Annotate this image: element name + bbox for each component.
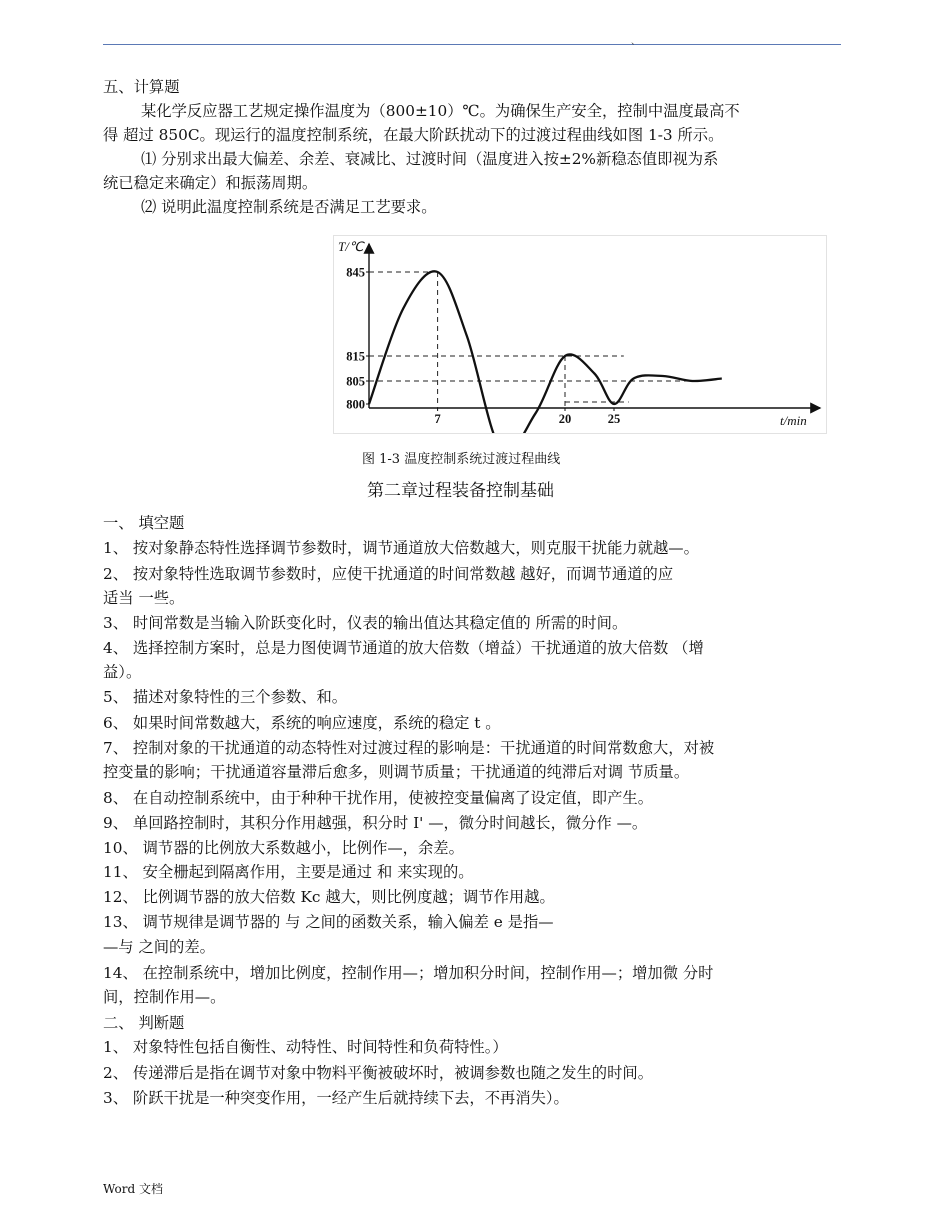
section1-line: 12、 比例调节器的放大倍数 Kc 越大，则比例度越；调节作用越。 xyxy=(103,888,555,906)
section2-line: 1、 对象特性包括自衡性、动特性、时间特性和负荷特性。） xyxy=(103,1038,508,1056)
section5-line: 某化学反应器工艺规定操作温度为（800±10）℃。为确保生产安全，控制中温度最高不 xyxy=(141,102,740,120)
section1-line: 2、 按对象特性选取调节参数时，应使干扰通道的时间常数越 越好，而调节通道的应 xyxy=(103,565,674,583)
x-tick-label: 7 xyxy=(434,412,441,426)
section1-line: 6、 如果时间常数越大，系统的响应速度，系统的稳定 t 。 xyxy=(103,714,501,732)
section1-line: 控变量的影响；干扰通道容量滞后愈多，则调节质量；干扰通道的纯滞后对调 节质量。 xyxy=(103,763,690,781)
transient-response-chart xyxy=(334,236,826,433)
section2-line: 3、 阶跃干扰是一种突变作用，一经产生后就持续下去，不再消失）。 xyxy=(103,1089,569,1107)
page-footer: Word 文档 xyxy=(103,1182,163,1196)
section2-heading: 二、 判断题 xyxy=(103,1014,185,1032)
x-tick-label: 20 xyxy=(558,412,572,426)
section1-line: 7、 控制对象的干扰通道的动态特性对过渡过程的影响是：干扰通道的时间常数愈大，对被 xyxy=(103,739,715,757)
x-tick-label: 25 xyxy=(607,412,621,426)
section1-line: 益）。 xyxy=(103,663,142,681)
y-axis-label: T/℃ xyxy=(338,239,364,254)
section1-line: 适当 一些。 xyxy=(103,589,185,607)
section1-line: 13、 调节规律是调节器的 与 之间的函数关系，输入偏差 e 是指— xyxy=(103,913,554,931)
y-tick-label: 815 xyxy=(346,349,365,364)
section1-line: 4、 选择控制方案时，总是力图使调节通道的放大倍数（增益）干扰通道的放大倍数 （增 xyxy=(103,639,704,657)
header-mark: 、 xyxy=(631,37,641,47)
section5-line: 统已稳定来确定）和振荡周期。 xyxy=(103,174,318,192)
x-axis-label: t/min xyxy=(780,413,807,428)
section1-line: 9、 单回路控制时，其积分作用越强，积分时 I' —，微分时间越长，微分作 —。 xyxy=(103,814,648,832)
section5-line: 得 超过 850C。现运行的温度控制系统，在最大阶跃扰动下的过渡过程曲线如图 1-3 所示。 xyxy=(103,126,724,144)
y-tick-label: 845 xyxy=(346,265,365,280)
transient-response-figure xyxy=(333,235,827,434)
section1-line: —与 之间的差。 xyxy=(103,938,215,956)
section1-heading: 一、 填空题 xyxy=(103,514,185,532)
section1-line: 8、 在自动控制系统中，由于种种干扰作用，使被控变量偏离了设定值，即产生。 xyxy=(103,789,653,807)
header-rule xyxy=(103,44,841,45)
section5-heading: 五、计算题 xyxy=(103,78,180,96)
section5-line: ⑵ 说明此温度控制系统是否满足工艺要求。 xyxy=(141,198,437,216)
section1-line: 14、 在控制系统中，增加比例度，控制作用—；增加积分时间，控制作用—；增加微 分时 xyxy=(103,964,714,982)
y-tick-label: 800 xyxy=(346,397,365,412)
response-curve xyxy=(369,271,722,433)
chapter-title: 第二章过程装备控制基础 xyxy=(367,481,554,501)
section1-line: 5、 描述对象特性的三个参数、和。 xyxy=(103,688,348,706)
figure-caption: 图 1-3 温度控制系统过渡过程曲线 xyxy=(362,452,561,467)
section2-line: 2、 传递滞后是指在调节对象中物料平衡被破坏时，被调参数也随之发生的时间。 xyxy=(103,1064,653,1082)
section1-line: 3、 时间常数是当输入阶跃变化时，仪表的输出值达其稳定值的 所需的时间。 xyxy=(103,614,628,632)
section1-line: 1、 按对象静态特性选择调节参数时，调节通道放大倍数越大，则克服干扰能力就越—。 xyxy=(103,539,699,557)
section1-line: 10、 调节器的比例放大系数越小，比例作—，余差。 xyxy=(103,839,464,857)
section1-line: 间，控制作用—。 xyxy=(103,988,226,1006)
section1-line: 11、 安全栅起到隔离作用，主要是通过 和 来实现的。 xyxy=(103,863,474,881)
section5-line: ⑴ 分别求出最大偏差、余差、衰减比、过渡时间（温度进入按±2%新稳态值即视为系 xyxy=(141,150,719,168)
y-tick-label: 805 xyxy=(346,374,365,389)
